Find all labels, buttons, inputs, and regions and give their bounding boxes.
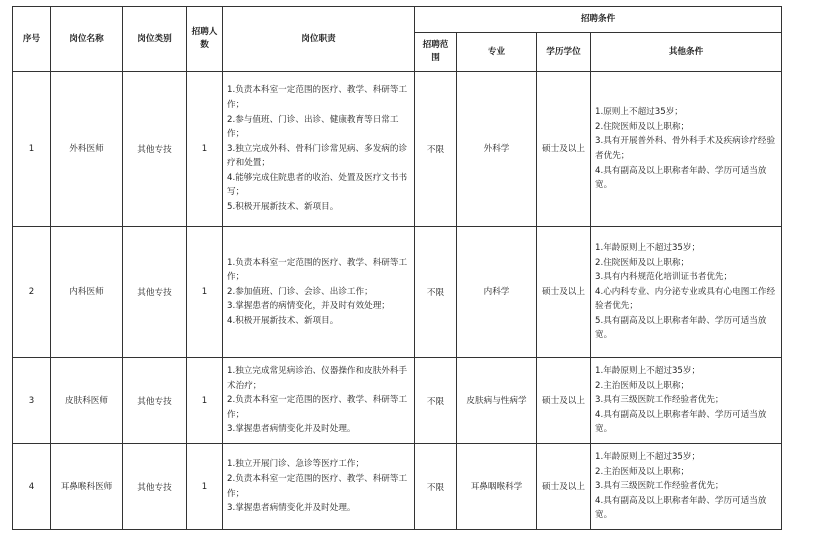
cell-scope: 不限 <box>415 227 457 358</box>
header-other: 其他条件 <box>591 33 782 72</box>
cell-duties <box>223 72 415 227</box>
condition-line: 4.具有副高及以上职称者年龄、学历可适当放宽。 <box>595 165 767 191</box>
header-no: 序号 <box>13 7 51 72</box>
cell-major: 耳鼻咽喉科学 <box>457 444 537 530</box>
cell-no: 3 <box>13 358 51 444</box>
cell-name: 皮肤科医师 <box>51 358 123 444</box>
condition-line: 5.具有副高及以上职称者年龄、学历可适当放宽。 <box>595 315 767 341</box>
duty-line: 4.积极开展新技术、新项目。 <box>227 315 339 326</box>
condition-line: 3.具有三级医院工作经验者优先； <box>595 395 724 406</box>
table-row <box>13 227 782 358</box>
duty-line: 2.负责本科室一定范围的医疗、教学、科研等工作； <box>227 473 408 499</box>
condition-line: 1.年龄原则上不超过35岁； <box>595 242 701 253</box>
cell-no: 1 <box>13 72 51 227</box>
table-header <box>13 7 782 72</box>
table-row <box>13 444 782 530</box>
condition-line: 4.心内科专业、内分泌专业或具有心电图工作经验者优先； <box>595 286 776 312</box>
duty-line: 3.掌握患者的病情变化，并及时有效处理； <box>227 301 390 312</box>
duty-line: 1.独立开展门诊、急诊等医疗工作； <box>227 459 365 470</box>
duty-line: 4.能够完成住院患者的收治、处置及医疗文书书写； <box>227 172 408 198</box>
condition-line: 3.具有内科规范化培训证书者优先； <box>595 272 733 283</box>
cell-count: 1 <box>187 444 223 530</box>
condition-line: 4.具有副高及以上职称者年龄、学历可适当放宽。 <box>595 495 767 521</box>
duty-line: 3.掌握患者病情变化并及时处理。 <box>227 503 356 514</box>
cell-type: 其他专技 <box>123 444 187 530</box>
condition-line: 2.主治医师及以上职称； <box>595 466 690 477</box>
cell-count: 1 <box>187 227 223 358</box>
duty-line: 1.负责本科室一定范围的医疗、教学、科研等工作； <box>227 85 408 110</box>
cell-degree: 硕士及以上 <box>537 227 591 358</box>
condition-line: 2.主治医师及以上职称； <box>595 380 690 391</box>
duty-line: 5.积极开展新技术、新项目。 <box>227 202 339 213</box>
cell-scope: 不限 <box>415 358 457 444</box>
recruitment-table-container <box>12 6 782 530</box>
header-major: 专业 <box>457 33 537 72</box>
table-body <box>13 72 782 530</box>
cell-name: 耳鼻喉科医师 <box>51 444 123 530</box>
cell-other <box>591 444 782 530</box>
cell-major: 皮肤病与性病学 <box>457 358 537 444</box>
cell-major: 内科学 <box>457 227 537 358</box>
header-duties: 岗位职责 <box>223 7 415 72</box>
duty-line: 3.独立完成外科、骨科门诊常见病、多发病的诊疗和处置； <box>227 143 408 169</box>
header-name: 岗位名称 <box>51 7 123 72</box>
duty-line: 1.独立完成常见病诊治、仪器操作和皮肤外科手术治疗； <box>227 366 408 391</box>
cell-other <box>591 227 782 358</box>
header-type: 岗位类别 <box>123 7 187 72</box>
duty-line: 1.负责本科室一定范围的医疗、教学、科研等工作； <box>227 257 408 283</box>
condition-line: 4.具有副高及以上职称者年龄、学历可适当放宽。 <box>595 409 767 435</box>
cell-duties <box>223 227 415 358</box>
cell-degree: 硕士及以上 <box>537 72 591 227</box>
cell-type: 其他专技 <box>123 358 187 444</box>
cell-type: 其他专技 <box>123 72 187 227</box>
header-scope: 招聘范围 <box>415 33 457 72</box>
cell-other <box>591 72 782 227</box>
recruitment-table <box>12 6 782 530</box>
cell-count: 1 <box>187 358 223 444</box>
condition-line: 2.住院医师及以上职称； <box>595 121 690 132</box>
duty-line: 2.参与值班、门诊、出诊、健康教育等日常工作； <box>227 114 399 140</box>
cell-degree: 硕士及以上 <box>537 358 591 444</box>
duty-line: 2.参加值班、门诊、会诊、出诊工作； <box>227 286 373 297</box>
condition-line: 3.具有开展普外科、骨外科手术及疾病诊疗经验者优先； <box>595 136 776 161</box>
condition-line: 1.年龄原则上不超过35岁； <box>595 452 701 463</box>
duty-line: 2.负责本科室一定范围的医疗、教学、科研等工作； <box>227 395 408 420</box>
header-degree: 学历学位 <box>537 33 591 72</box>
cell-no: 4 <box>13 444 51 530</box>
cell-other <box>591 358 782 444</box>
header-count: 招聘人数 <box>187 7 223 72</box>
cell-scope: 不限 <box>415 72 457 227</box>
cell-duties <box>223 444 415 530</box>
cell-scope: 不限 <box>415 444 457 530</box>
cell-no: 2 <box>13 227 51 358</box>
condition-line: 2.住院医师及以上职称； <box>595 257 690 268</box>
cell-type: 其他专技 <box>123 227 187 358</box>
cell-name: 内科医师 <box>51 227 123 358</box>
cell-major: 外科学 <box>457 72 537 227</box>
cell-degree: 硕士及以上 <box>537 444 591 530</box>
condition-line: 3.具有三级医院工作经验者优先； <box>595 481 724 492</box>
cell-count: 1 <box>187 72 223 227</box>
cell-name: 外科医师 <box>51 72 123 227</box>
table-row <box>13 358 782 444</box>
condition-line: 1.原则上不超过35岁； <box>595 107 683 118</box>
duty-line: 3.掌握患者病情变化并及时处理。 <box>227 424 356 435</box>
condition-line: 1.年龄原则上不超过35岁； <box>595 366 701 377</box>
table-row <box>13 72 782 227</box>
cell-duties <box>223 358 415 444</box>
header-conditions: 招聘条件 <box>415 7 782 33</box>
